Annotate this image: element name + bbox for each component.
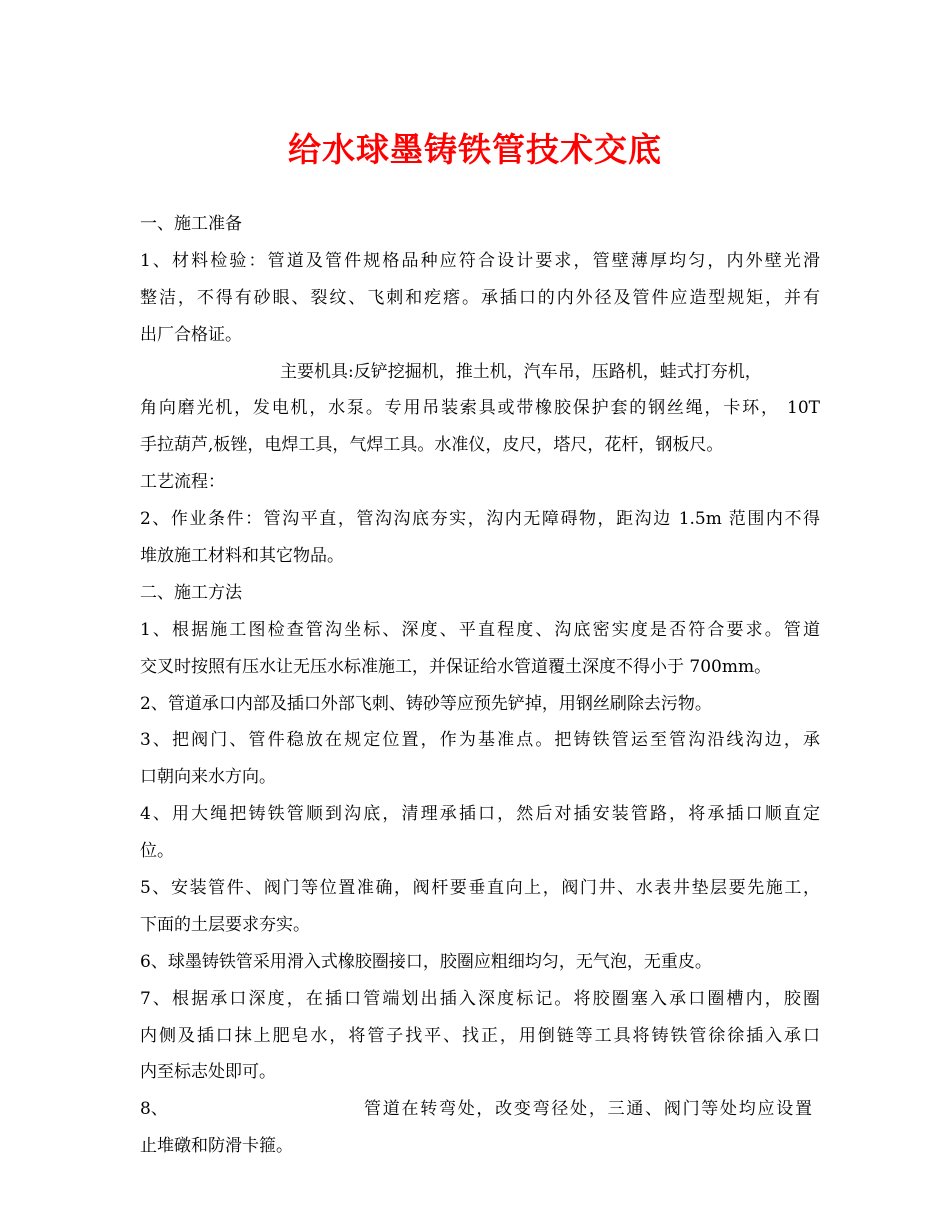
paragraph-line: 主要机具:反铲挖掘机，推土机，汽车吊，压路机，蛙式打夯机，: [280, 361, 762, 382]
paragraph-line: 位。: [140, 841, 174, 862]
paragraph-line: 止堆礅和防滑卡箍。: [140, 1136, 293, 1157]
paragraph-line: 2、作业条件：管沟平直，管沟沟底夯实，沟内无障碍物，距沟边 1.5m 范围内不得: [140, 509, 820, 530]
paragraph-line: 6、球墨铸铁管采用滑入式橡胶圈接口，胶圈应粗细均匀，无气泡，无重皮。: [140, 951, 712, 972]
section-heading: 二、施工方法: [140, 582, 242, 603]
paragraph-line: 1、材料检验：管道及管件规格品种应符合设计要求，管壁薄厚均匀，内外壁光滑: [140, 250, 820, 271]
paragraph-line: 手拉葫芦,板锉，电焊工具，气焊工具。水准仪，皮尺，塔尺，花杆，钢板尺。: [140, 435, 724, 456]
paragraph-line: 工艺流程：: [140, 472, 225, 493]
paragraph-line: 内侧及插口抹上肥皂水，将管子找平、找正，用倒链等工具将铸铁管徐徐插入承口: [140, 1025, 820, 1046]
paragraph-line: 内至标志处即可。: [140, 1062, 276, 1083]
paragraph-line: 口朝向来水方向。: [140, 767, 276, 788]
paragraph-line: 7、根据承口深度，在插口管端划出插入深度标记。将胶圈塞入承口圈槽内，胶圈: [140, 988, 820, 1009]
paragraph-line: 1、根据施工图检查管沟坐标、深度、平直程度、沟底密实度是否符合要求。管道: [140, 619, 820, 640]
paragraph-line: 堆放施工材料和其它物品。: [140, 546, 344, 567]
paragraph-line: [140, 1091, 820, 1128]
paragraph-line: 出厂合格证。: [140, 324, 242, 345]
paragraph-line: 整洁，不得有砂眼、裂纹、飞刺和疙瘩。承插口的内外径及管件应造型规矩，并有: [140, 287, 820, 308]
paragraph-line: 2、管道承口内部及插口外部飞刺、铸砂等应预先铲掉，用钢丝刷除去污物。: [140, 693, 712, 714]
paragraph-line: 5、安装管件、阀门等位置准确，阀杆要垂直向上，阀门井、水表井垫层要先施工，: [140, 878, 820, 899]
paragraph-line: 3、把阀门、管件稳放在规定位置，作为基准点。把铸铁管运至管沟沿线沟边，承: [140, 730, 820, 751]
document-body: [140, 206, 820, 1165]
item-number: 8、: [140, 1099, 168, 1120]
paragraph-line: 下面的土层要求夯实。: [140, 914, 310, 935]
section-heading: 一、施工准备: [140, 214, 242, 234]
paragraph-line: 交叉时按照有压水让无压水标准施工，并保证给水管道覆土深度不得小于 700mm。: [140, 656, 772, 677]
item-text: 管道在转弯处，改变弯径处，三通、阀门等处均应设置: [364, 1099, 812, 1120]
paragraph-line: 角向磨光机，发电机，水泵。专用吊装索具或带橡胶保护套的钢丝绳，卡环， 10T: [140, 398, 820, 419]
document-title: 给水球墨铸铁管技术交底: [288, 130, 662, 169]
paragraph-line: 4、用大绳把铸铁管顺到沟底，清理承插口，然后对插安装管路，将承插口顺直定: [140, 804, 820, 825]
